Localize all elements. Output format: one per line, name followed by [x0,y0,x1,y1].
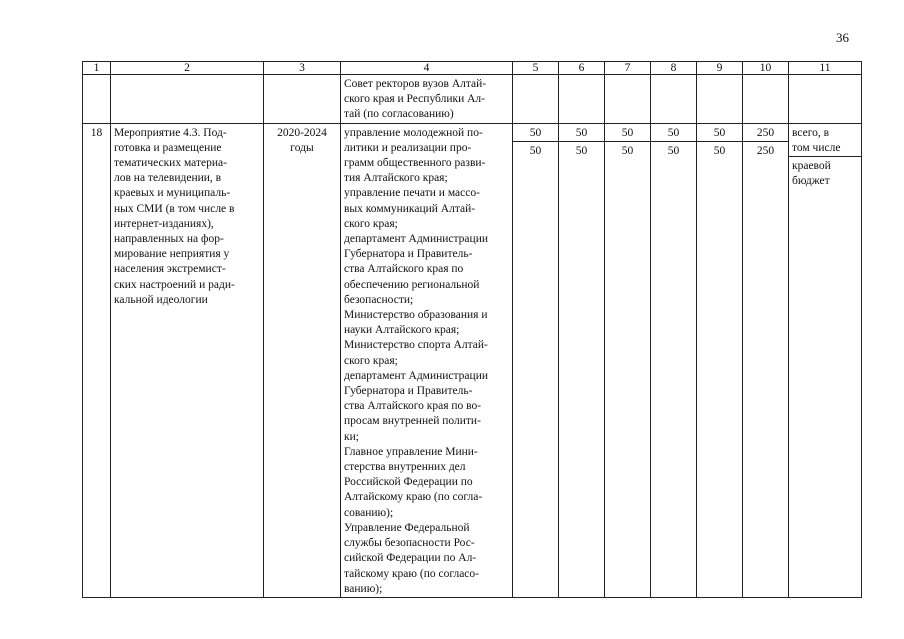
total-value: 50 [529,126,542,139]
year-2023-cell [651,123,697,597]
header-cell: 8 [651,62,697,75]
source-regional: краевой бюджет [789,156,861,189]
regional-value: 50 [605,141,650,159]
regional-value: 50 [697,141,742,159]
header-cell: 10 [743,62,789,75]
regional-value: 50 [513,141,558,159]
header-cell: 3 [264,62,341,75]
regional-value: 50 [559,141,604,159]
year-2021-cell [559,123,605,597]
header-cell: 11 [789,62,862,75]
header-cell: 7 [605,62,651,75]
total-value: 50 [667,126,680,139]
header-cell: 5 [513,62,559,75]
source-total: всего, в том числе [792,126,841,154]
measure-name: Мероприятие 4.3. Под- готовка и размещение тематических материа- лов на телевидении, в краевых и муниципаль- ных СМИ (в том числе в интернет-изданиях), направленных на фор- мирование неприятия у населения экстремист- ских настроений и ради- кальной идеологии [111,123,264,597]
executors: управление молодежной по- литики и реализации про- грамм общественного разви- тия Алтайского края; управление печати и массо- вых коммуникаций Алтай- ского края; департамент Администрации Губернатора и Правитель- ства Алтайского края по обеспечению региональной безопасности; Министерство образования и науки Алтайского края; Министерство спорта Алтай- ского края; департамент Администрации Губернатора и Правитель- ства Алтайского края по во- просам внутренней полити- ки; Главное управление Мини- стерства внутренних дел Российской Федерации по Алтайскому краю (по согла- сованию); Управление Федеральной службы безопасности Рос- сийской Федерации по Ал- тайскому краю (по согласо- ванию); [341,123,513,597]
table-row-18 [83,123,862,597]
table-row-continuation [83,75,862,124]
header-cell: 9 [697,62,743,75]
regional-value: 250 [743,141,788,159]
total-value: 50 [575,126,588,139]
page-number: 36 [836,30,849,45]
funding-source-cell [789,123,862,597]
total-value: 50 [621,126,634,139]
header-cell: 4 [341,62,513,75]
period: 2020-2024 годы [264,123,341,597]
executors-continuation: Совет ректоров вузов Алтай- ского края и Республики Ал- тай (по согласованию) [341,75,513,124]
year-2020-cell [513,123,559,597]
regional-value: 50 [651,141,696,159]
total-sum-cell [743,123,789,597]
row-number: 18 [83,123,111,597]
year-2022-cell [605,123,651,597]
header-cell: 1 [83,62,111,75]
total-value: 250 [756,126,775,139]
program-table [82,61,862,598]
total-value: 50 [713,126,726,139]
header-cell: 6 [559,62,605,75]
year-2024-cell [697,123,743,597]
header-cell: 2 [111,62,264,75]
table-header-row [83,62,862,75]
